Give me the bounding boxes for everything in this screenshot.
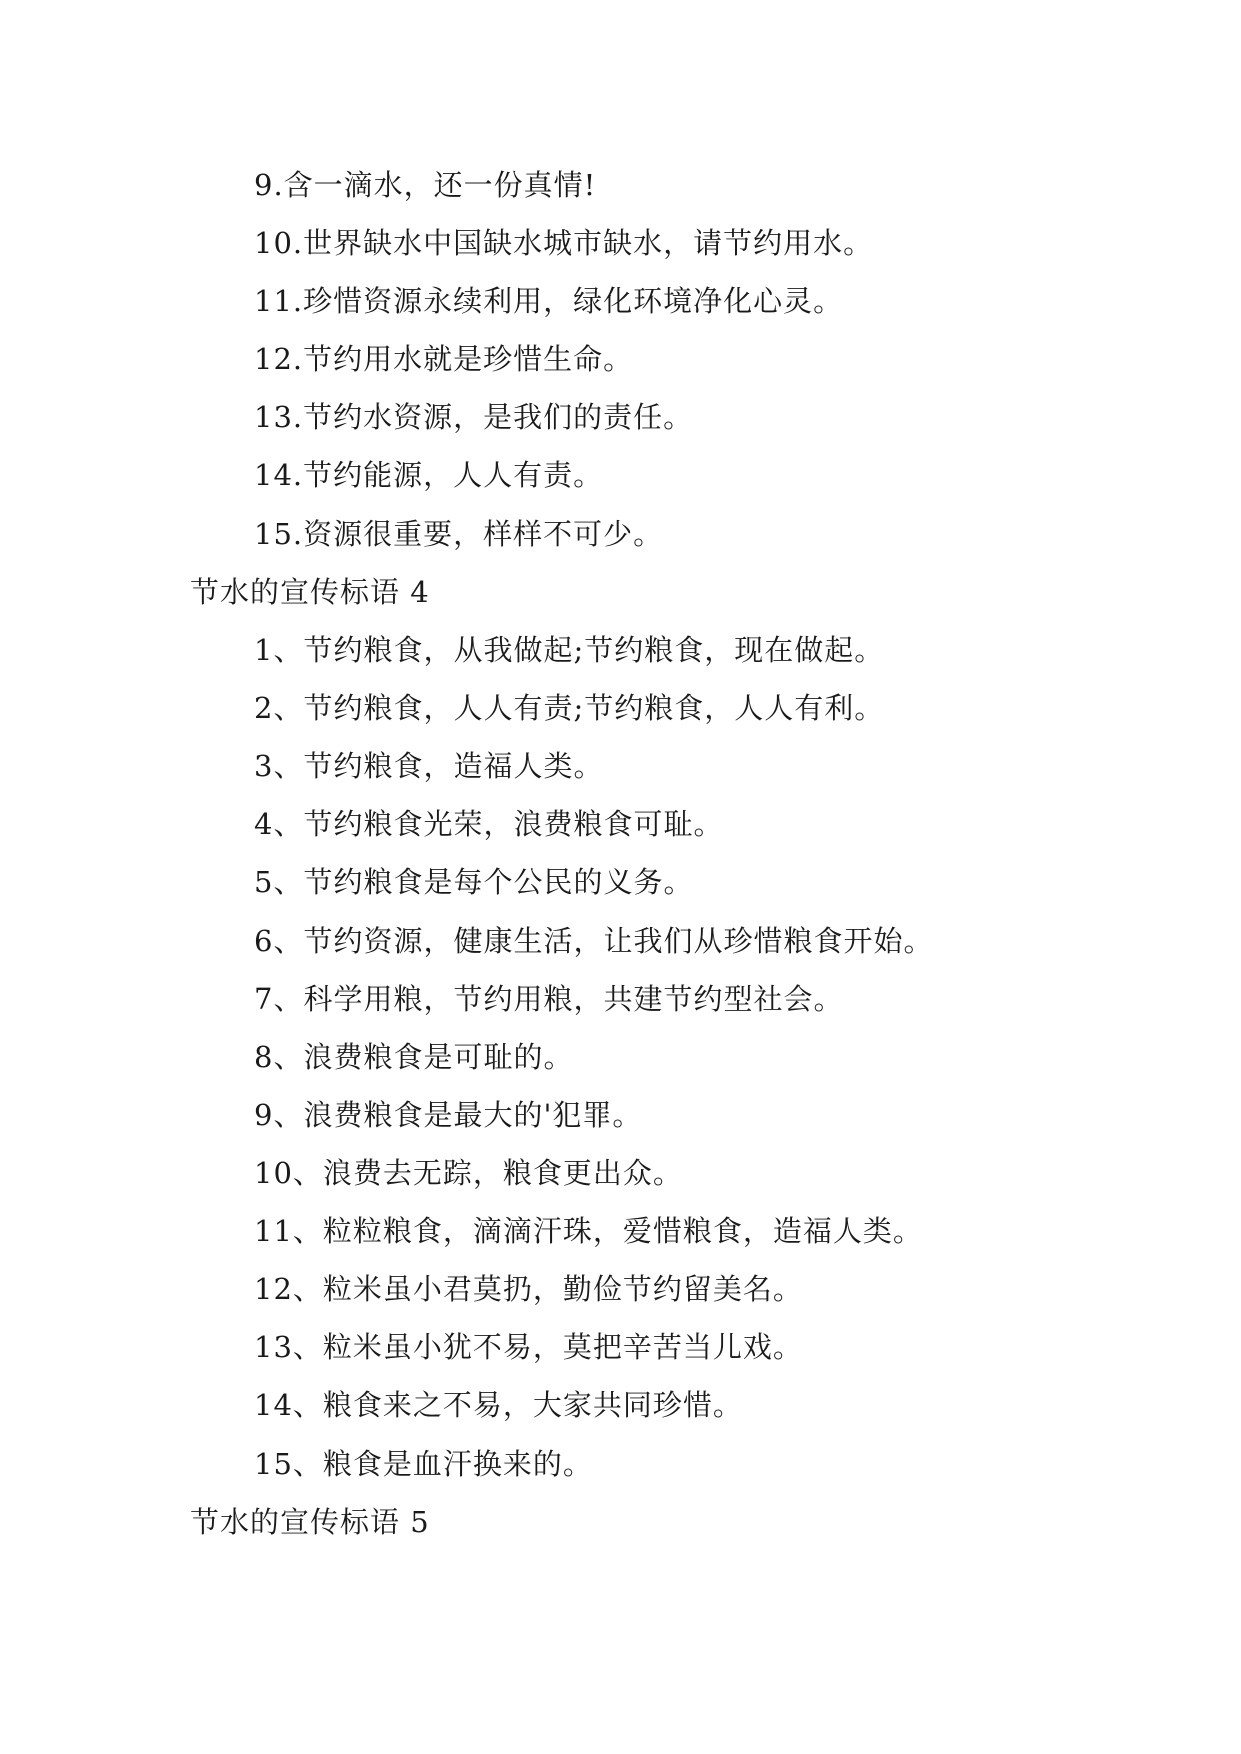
list-item: 5、节约粮食是每个公民的义务。	[254, 865, 694, 899]
list-item: 1、节约粮食，从我做起;节约粮食，现在做起。	[254, 633, 885, 667]
section-heading: 节水的宣传标语 4	[190, 575, 430, 609]
list-item: 12.节约用水就是珍惜生命。	[254, 342, 634, 376]
list-item: 10.世界缺水中国缺水城市缺水，请节约用水。	[254, 226, 874, 260]
list-item: 6、节约资源，健康生活，让我们从珍惜粮食开始。	[254, 924, 934, 958]
list-item: 8、浪费粮食是可耻的。	[254, 1040, 574, 1074]
list-item: 14.节约能源，人人有责。	[254, 458, 604, 492]
list-item: 2、节约粮食，人人有责;节约粮食，人人有利。	[254, 691, 885, 725]
section-heading: 节水的宣传标语 5	[190, 1505, 430, 1539]
list-item: 11.珍惜资源永续利用，绿化环境净化心灵。	[254, 284, 844, 318]
list-item: 15.资源很重要，样样不可少。	[254, 517, 664, 551]
list-item: 3、节约粮食，造福人类。	[254, 749, 604, 783]
list-item: 13、粒米虽小犹不易，莫把辛苦当儿戏。	[254, 1330, 803, 1364]
list-item: 13.节约水资源，是我们的责任。	[254, 400, 694, 434]
list-item: 11、粒粒粮食，滴滴汗珠，爱惜粮食，造福人类。	[254, 1214, 923, 1248]
list-item: 15、粮食是血汗换来的。	[254, 1447, 593, 1481]
list-item: 9、浪费粮食是最大的'犯罪。	[254, 1098, 643, 1132]
list-item: 12、粒米虽小君莫扔，勤俭节约留美名。	[254, 1272, 803, 1306]
list-item: 10、浪费去无踪，粮食更出众。	[254, 1156, 683, 1190]
list-item: 7、科学用粮，节约用粮，共建节约型社会。	[254, 982, 844, 1016]
list-item: 9.含一滴水，还一份真情!	[254, 168, 597, 202]
list-item: 14、粮食来之不易，大家共同珍惜。	[254, 1388, 743, 1422]
list-item: 4、节约粮食光荣，浪费粮食可耻。	[254, 807, 724, 841]
